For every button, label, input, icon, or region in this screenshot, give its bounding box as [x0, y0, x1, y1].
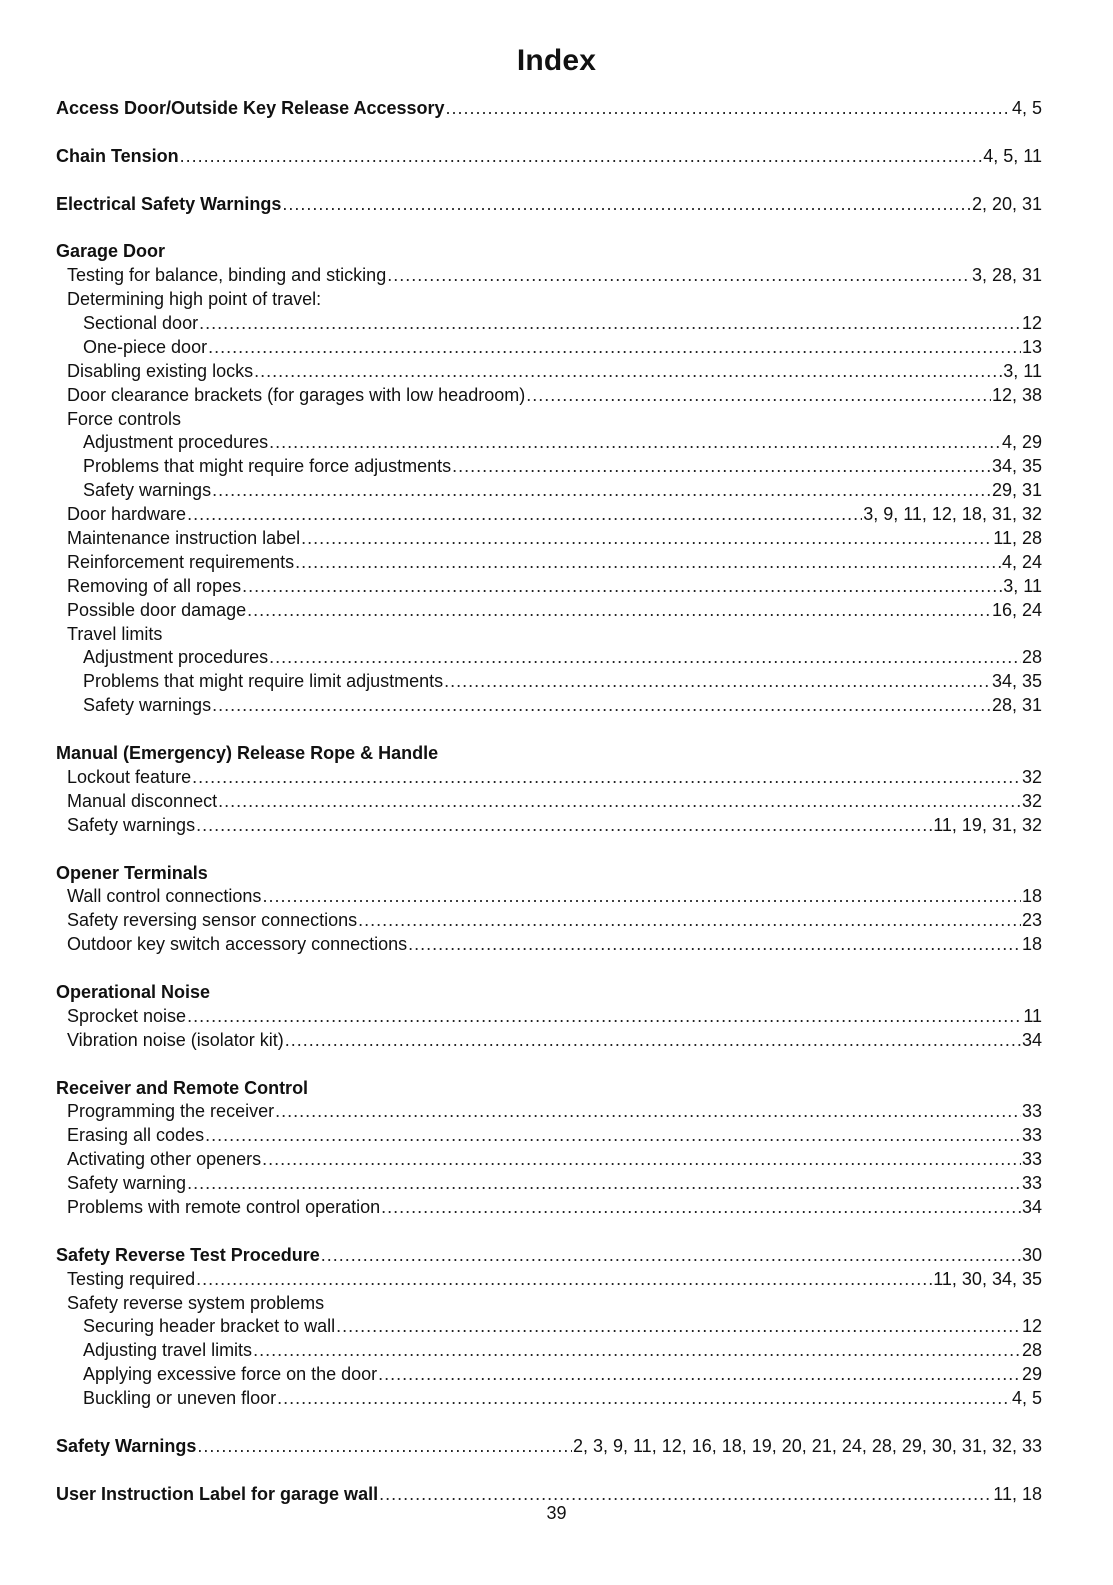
index-list	[56, 97, 1042, 1507]
index-entry-label: Chain Tension	[56, 145, 179, 166]
index-entry-pages: 23	[1021, 910, 1042, 931]
index-entry	[56, 885, 1042, 909]
dot-leader	[275, 1100, 1021, 1124]
dot-leader	[321, 1244, 1021, 1268]
index-entry-label: Force controls	[67, 408, 182, 429]
index-entry	[56, 1387, 1042, 1411]
dot-leader	[262, 1148, 1021, 1172]
dot-leader	[336, 1315, 1021, 1339]
dot-leader	[269, 431, 1001, 455]
index-entry-label: Receiver and Remote Control	[56, 1077, 309, 1098]
dot-leader	[212, 479, 991, 503]
index-entry-label: Outdoor key switch accessory connections	[67, 934, 408, 955]
index-entry	[56, 766, 1042, 790]
index-entry-label: Programming the receiver	[67, 1101, 275, 1122]
index-entry-pages: 3, 11	[1003, 575, 1042, 596]
index-entry-pages: 33	[1021, 1149, 1042, 1170]
index-entry-pages: 34, 35	[991, 671, 1042, 692]
index-entry	[56, 288, 1042, 312]
index-entry	[56, 1124, 1042, 1148]
index-entry-pages: 12, 38	[991, 384, 1042, 405]
dot-leader	[208, 336, 1021, 360]
dot-leader	[295, 551, 1001, 575]
index-entry-label: Sprocket noise	[67, 1005, 187, 1026]
index-entry-pages: 28, 31	[991, 695, 1042, 716]
index-entry-label: Wall control connections	[67, 886, 262, 907]
dot-leader	[247, 599, 991, 623]
index-entry	[56, 360, 1042, 384]
dot-leader	[187, 1172, 1021, 1196]
index-entry-label: Adjustment procedures	[83, 647, 269, 668]
index-entry-pages: 11, 28	[993, 528, 1042, 549]
index-heading	[56, 1435, 1042, 1459]
dot-leader	[452, 455, 991, 479]
page-title: Index	[516, 44, 597, 77]
index-heading	[56, 1077, 1042, 1101]
index-entry-label: Disabling existing locks	[67, 360, 254, 381]
dot-leader	[358, 909, 1021, 933]
index-entry	[56, 1315, 1042, 1339]
index-entry-label: Electrical Safety Warnings	[56, 193, 282, 214]
index-entry-pages: 12	[1021, 1316, 1042, 1337]
index-entry	[56, 623, 1042, 647]
index-entry-pages: 33	[1021, 1101, 1042, 1122]
index-entry-pages: 11, 18	[993, 1483, 1042, 1504]
dot-leader	[253, 1339, 1021, 1363]
index-entry	[56, 1363, 1042, 1387]
index-entry-label: Operational Noise	[56, 981, 211, 1002]
dot-leader	[199, 312, 1021, 336]
dot-leader	[408, 933, 1021, 957]
index-entry-pages: 18	[1021, 886, 1042, 907]
dot-leader	[205, 1124, 1021, 1148]
index-entry	[56, 479, 1042, 503]
index-entry-pages: 29	[1021, 1364, 1042, 1385]
index-entry-pages: 12	[1021, 313, 1042, 334]
index-entry-label: One-piece door	[83, 336, 208, 357]
index-entry-label: Problems that might require limit adjustments	[83, 671, 444, 692]
dot-leader	[187, 503, 862, 527]
index-heading	[56, 1244, 1042, 1268]
index-entry-label: Activating other openers	[67, 1149, 262, 1170]
index-entry	[56, 1148, 1042, 1172]
index-entry-label: Travel limits	[67, 623, 163, 644]
index-entry-pages: 28	[1021, 647, 1042, 668]
index-entry-pages: 2, 3, 9, 11, 12, 16, 18, 19, 20, 21, 24, 28, 29, 30, 31, 32, 33	[572, 1435, 1042, 1456]
index-entry-pages: 13	[1021, 336, 1042, 357]
index-entry	[56, 1029, 1042, 1053]
index-entry	[56, 790, 1042, 814]
index-entry	[56, 264, 1042, 288]
index-entry	[56, 1100, 1042, 1124]
index-entry-label: Problems with remote control operation	[67, 1196, 381, 1217]
index-entry-pages: 3, 9, 11, 12, 18, 31, 32	[863, 504, 1042, 525]
index-entry-pages: 4, 5	[1011, 1388, 1042, 1409]
index-entry-label: Manual (Emergency) Release Rope & Handle	[56, 743, 439, 764]
index-entry-pages: 32	[1021, 790, 1042, 811]
index-entry	[56, 1268, 1042, 1292]
index-heading	[56, 97, 1042, 121]
index-entry	[56, 1292, 1042, 1316]
index-entry-label: Problems that might require force adjustments	[83, 456, 452, 477]
dot-leader	[212, 694, 991, 718]
dot-leader	[197, 1435, 572, 1459]
dot-leader	[444, 670, 991, 694]
dot-leader	[196, 1268, 932, 1292]
index-entry	[56, 694, 1042, 718]
index-entry-label: Buckling or uneven floor	[83, 1388, 277, 1409]
dot-leader	[192, 766, 1021, 790]
index-entry	[56, 1005, 1042, 1029]
index-entry-pages: 11, 30, 34, 35	[933, 1268, 1042, 1289]
index-entry-label: Door clearance brackets (for garages with low headroom)	[67, 384, 526, 405]
dot-leader	[378, 1363, 1021, 1387]
index-entry	[56, 1172, 1042, 1196]
index-entry-label: Opener Terminals	[56, 862, 208, 883]
index-heading	[56, 240, 1042, 264]
index-entry-label: Vibration noise (isolator kit)	[67, 1029, 284, 1050]
dot-leader	[282, 193, 971, 217]
index-entry-pages: 3, 28, 31	[971, 265, 1042, 286]
index-entry-label: Adjustment procedures	[83, 432, 269, 453]
index-entry-label: Safety reverse system problems	[67, 1292, 325, 1313]
index-entry-label: Reinforcement requirements	[67, 551, 295, 572]
index-entry-label: Determining high point of travel:	[67, 289, 322, 310]
index-entry-label: Door hardware	[67, 504, 187, 525]
index-entry	[56, 909, 1042, 933]
dot-leader	[446, 97, 1011, 121]
index-entry	[56, 455, 1042, 479]
dot-leader	[187, 1005, 1022, 1029]
index-entry-label: Safety reversing sensor connections	[67, 910, 358, 931]
index-entry-pages: 30	[1021, 1244, 1042, 1265]
index-entry	[56, 575, 1042, 599]
dot-leader	[269, 646, 1021, 670]
dot-leader	[262, 885, 1021, 909]
index-entry	[56, 312, 1042, 336]
index-entry-pages: 16, 24	[991, 599, 1042, 620]
index-entry	[56, 431, 1042, 455]
index-entry-pages: 34	[1021, 1196, 1042, 1217]
index-heading	[56, 145, 1042, 169]
index-entry-label: Testing required	[67, 1268, 196, 1289]
index-heading	[56, 981, 1042, 1005]
index-entry-pages: 34, 35	[991, 456, 1042, 477]
index-entry-pages: 4, 5, 11	[983, 145, 1042, 166]
page-number: 39	[546, 1503, 567, 1523]
index-entry	[56, 670, 1042, 694]
index-entry	[56, 527, 1042, 551]
index-heading	[56, 862, 1042, 886]
index-entry	[56, 1339, 1042, 1363]
index-entry-label: User Instruction Label for garage wall	[56, 1483, 379, 1504]
index-entry-label: Securing header bracket to wall	[83, 1316, 336, 1337]
index-entry-label: Applying excessive force on the door	[83, 1364, 378, 1385]
dot-leader	[242, 575, 1002, 599]
index-entry-label: Removing of all ropes	[67, 575, 242, 596]
index-entry-pages: 4, 5	[1011, 98, 1042, 118]
index-entry-label: Adjusting travel limits	[83, 1340, 253, 1361]
index-entry	[56, 933, 1042, 957]
index-entry-label: Erasing all codes	[67, 1125, 205, 1146]
index-entry-label: Garage Door	[56, 241, 166, 262]
index-heading	[56, 742, 1042, 766]
dot-leader	[301, 527, 992, 551]
dot-leader	[218, 790, 1021, 814]
dot-leader	[180, 145, 983, 169]
index-entry-pages: 11	[1023, 1005, 1042, 1026]
index-entry-label: Safety warnings	[83, 480, 212, 501]
dot-leader	[196, 814, 932, 838]
dot-leader	[387, 264, 971, 288]
index-entry	[56, 1196, 1042, 1220]
index-entry-label: Possible door damage	[67, 599, 247, 620]
index-entry-label: Sectional door	[83, 313, 199, 334]
index-entry-label: Maintenance instruction label	[67, 528, 301, 549]
index-entry-label: Safety Warnings	[56, 1435, 197, 1456]
index-entry-pages: 33	[1021, 1125, 1042, 1146]
index-entry-pages: 29, 31	[991, 480, 1042, 501]
index-entry-pages: 4, 29	[1001, 432, 1042, 453]
index-entry-pages: 3, 11	[1003, 360, 1042, 381]
index-entry	[56, 646, 1042, 670]
index-entry-pages: 34	[1021, 1029, 1042, 1050]
index-entry-pages: 2, 20, 31	[971, 193, 1042, 214]
index-entry-label: Testing for balance, binding and sticking	[67, 265, 387, 286]
index-entry	[56, 503, 1042, 527]
index-entry	[56, 336, 1042, 360]
index-entry-label: Safety warnings	[83, 695, 212, 716]
index-entry-label: Access Door/Outside Key Release Accessory	[56, 98, 445, 118]
index-entry-pages: 11, 19, 31, 32	[933, 814, 1042, 835]
index-entry-label: Safety Reverse Test Procedure	[56, 1244, 320, 1265]
index-entry	[56, 384, 1042, 408]
index-entry	[56, 408, 1042, 432]
index-heading	[56, 193, 1042, 217]
dot-leader	[526, 384, 991, 408]
index-entry-label: Lockout feature	[67, 766, 192, 787]
index-entry-label: Safety warnings	[67, 814, 196, 835]
index-entry-pages: 18	[1021, 934, 1042, 955]
index-entry-pages: 28	[1021, 1340, 1042, 1361]
index-entry	[56, 599, 1042, 623]
dot-leader	[277, 1387, 1011, 1411]
index-entry	[56, 814, 1042, 838]
dot-leader	[285, 1029, 1021, 1053]
index-entry-pages: 33	[1021, 1173, 1042, 1194]
dot-leader	[381, 1196, 1021, 1220]
index-entry	[56, 551, 1042, 575]
index-entry-pages: 32	[1021, 766, 1042, 787]
index-entry-pages: 4, 24	[1001, 551, 1042, 572]
index-entry-label: Manual disconnect	[67, 790, 218, 811]
index-entry-label: Safety warning	[67, 1173, 187, 1194]
dot-leader	[254, 360, 1002, 384]
